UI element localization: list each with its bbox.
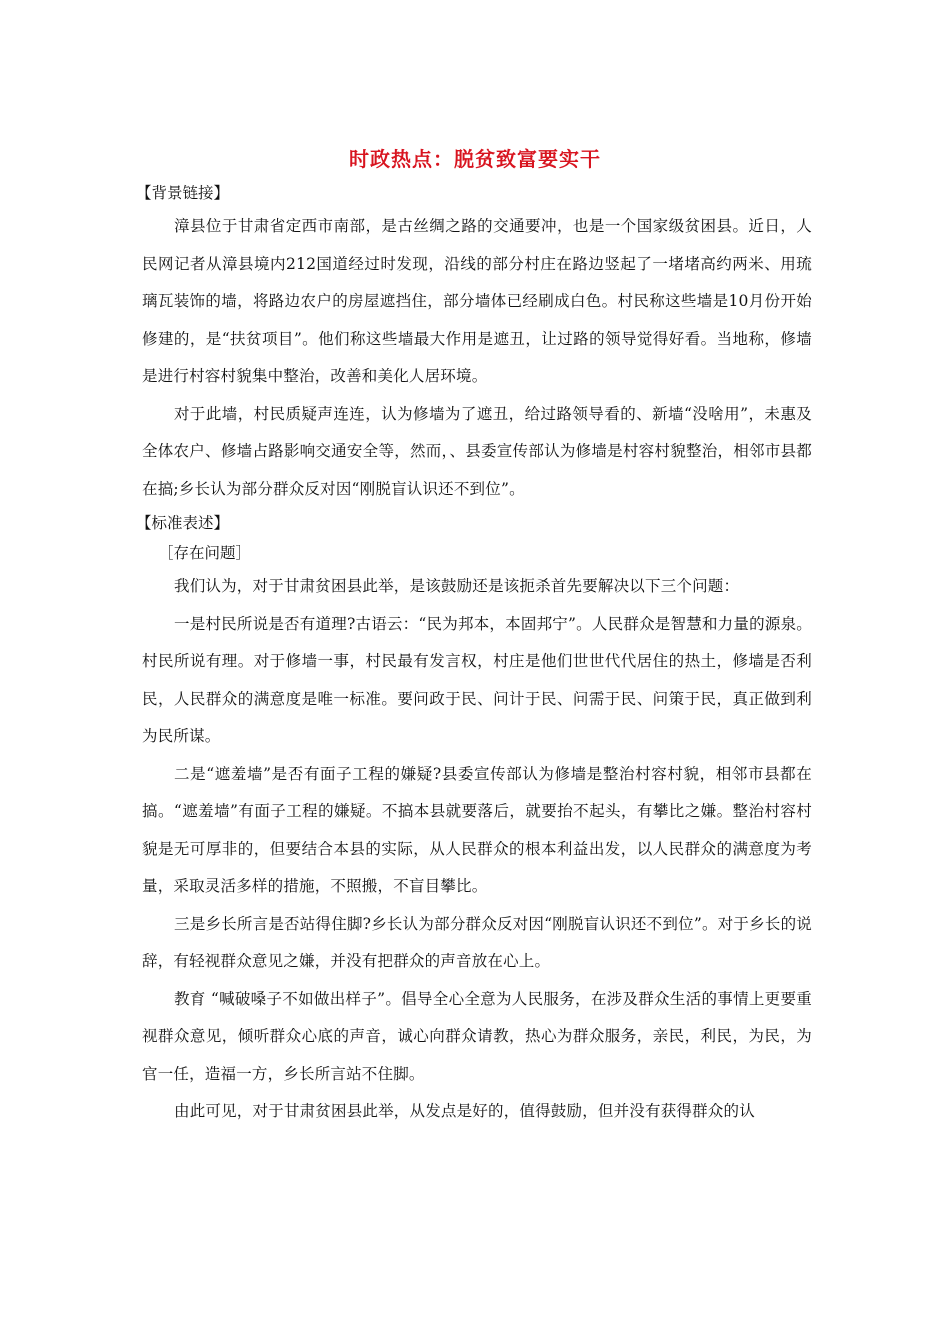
document-body	[136, 178, 812, 1131]
sub-heading-problems: ［存在问题］	[158, 544, 252, 562]
paragraph: 对于此墙，村民质疑声连连，认为修墙为了遮丑，给过路领导看的、新墙“没啥用”，未惠及全体农户、修墙占路影响交通安全等，然而，、县委宣传部认为修墙是村容村貌整治，相邻市县都在搞;乡长认为部分群众反对因“刚脱盲认识还不到位”。	[142, 404, 812, 498]
paragraph: 二是“遮羞墙”是否有面子工程的嫌疑?县委宣传部认为修墙是整治村容村貌，相邻市县都在搞。“遮羞墙”有面子工程的嫌疑。不搞本县就要落后，就要抬不起头，有攀比之嫌。整治村容村貌是无可厚非的，但要结合本县的实际，从人民群众的根本利益出发，以人民群众的满意度为考量，采取灵活多样的措施，不照搬，不盲目攀比。	[142, 764, 812, 895]
section-heading-background: 【背景链接】	[136, 184, 230, 202]
page-title: 时政热点：脱贫致富要实干	[349, 147, 601, 171]
paragraph: 教育 “喊破嗓子不如做出样子”。倡导全心全意为人民服务，在涉及群众生活的事情上更要重视群众意见，倾听群众心底的声音，诚心向群众请教，热心为群众服务，亲民，利民，为民，为官一任，造福一方，乡长所言站不住脚。	[142, 989, 812, 1083]
paragraph: 漳县位于甘肃省定西市南部，是古丝绸之路的交通要冲，也是一个国家级贫困县。近日，人民网记者从漳县境内212国道经过时发现，沿线的部分村庄在路边竖起了一堵堵高约两米、用琉璃瓦装饰的墙，将路边农户的房屋遮挡住，部分墙体已经刷成白色。村民称这些墙是10月份开始修建的，是“扶贫项目”。他们称这些墙最大作用是遮丑，让过路的领导觉得好看。当地称，修墙是进行村容村貌集中整治，改善和美化人居环境。	[142, 217, 812, 385]
section-heading-standard: 【标准表述】	[136, 514, 230, 532]
paragraph: 三是乡长所言是否站得住脚?乡长认为部分群众反对因“刚脱盲认识还不到位”。对于乡长的说辞，有轻视群众意见之嫌，并没有把群众的声音放在心上。	[142, 914, 812, 970]
paragraph: 由此可见，对于甘肃贫困县此举，从发点是好的，值得鼓励，但并没有获得群众的认	[174, 1102, 755, 1120]
paragraph: 我们认为，对于甘肃贫困县此举，是该鼓励还是该扼杀首先要解决以下三个问题：	[174, 577, 740, 595]
paragraph: 一是村民所说是否有道理?古语云：“民为邦本，本固邦宁”。人民群众是智慧和力量的源泉。村民所说有理。对于修墙一事，村民最有发言权，村庄是他们世世代代居住的热土，修墙是否利民，人民群众的满意度是唯一标准。要问政于民、问计于民、问需于民、问策于民，真正做到利为民所谋。	[142, 614, 812, 745]
